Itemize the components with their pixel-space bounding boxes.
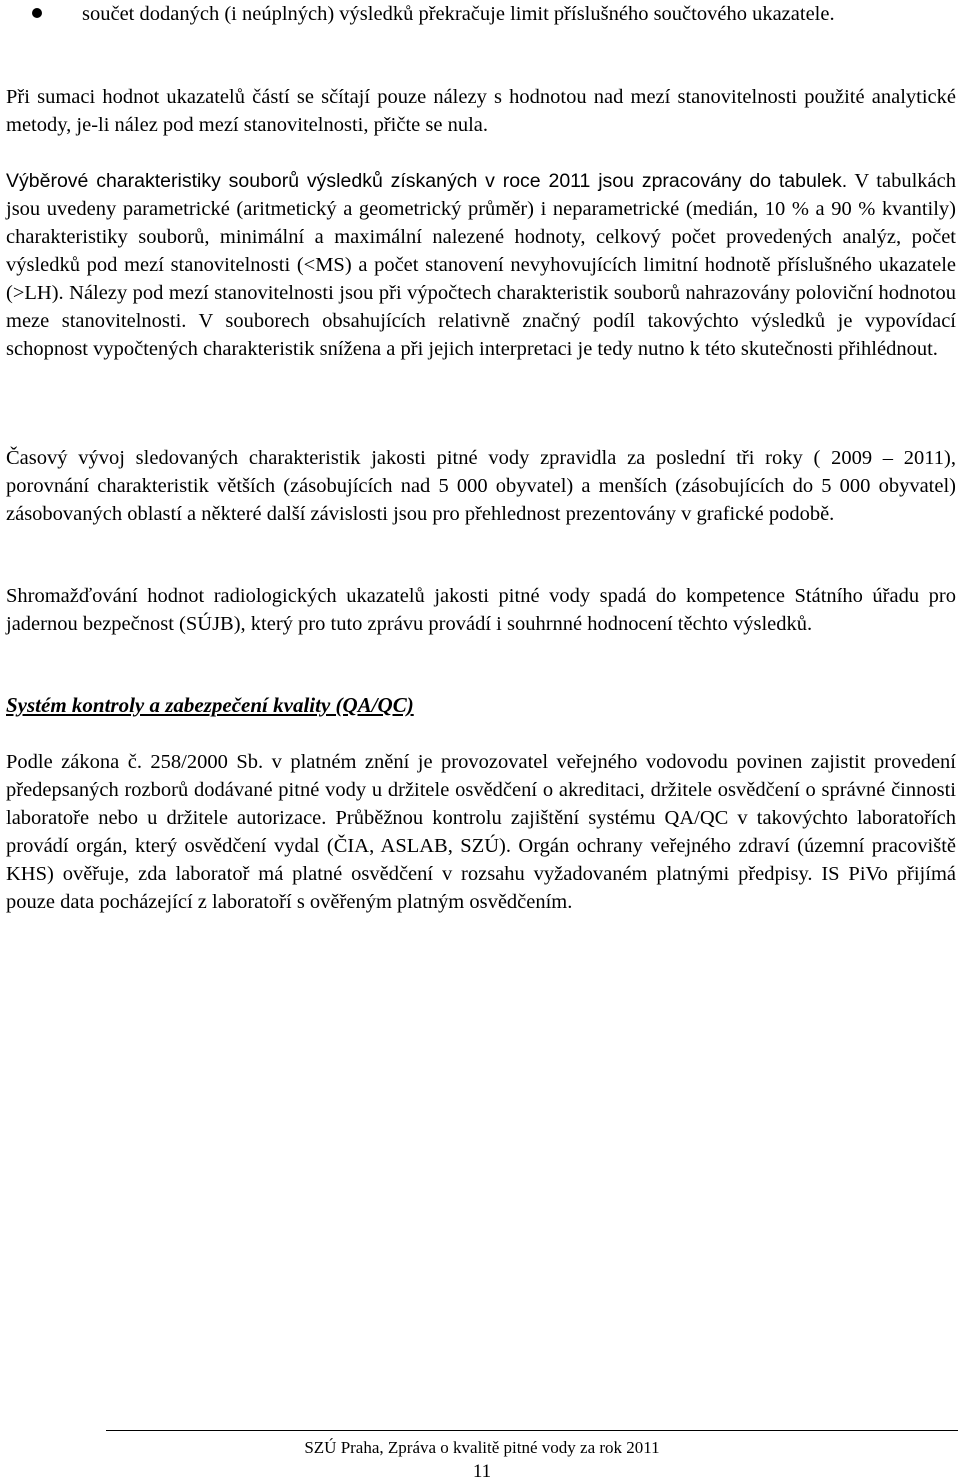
bullet-icon <box>32 8 42 18</box>
page-number: 11 <box>472 1461 492 1482</box>
paragraph-radiology: Shromažďování hodnot radiologických ukazatelů jakosti pitné vody spadá do kompetence Státního úřadu pro jadernou bezpečnost (SÚJB), který pro tuto zprávu provádí i souhrnné hodnocení těchto výsledků. <box>6 585 956 635</box>
paragraph-characteristics-intro: Výběrové charakteristiky souborů výsledků získaných v roce 2011 jsou zpracovány do tabulek. <box>6 170 848 192</box>
paragraph-characteristics <box>6 167 956 363</box>
document-page <box>6 0 958 1484</box>
paragraph-summation: Při sumaci hodnot ukazatelů částí se sčítají pouze nálezy s hodnotou nad mezí stanovitelnosti použité analytické metody, je-li nález pod mezí stanovitelnosti, přičte se nula. <box>6 86 956 136</box>
paragraph-time-trend: Časový vývoj sledovaných charakteristik jakosti pitné vody zpravidla za poslední tři roky ( 2009 – 2011), porovnání charakteristik větších (zásobujících nad 5 000 obyvatel) a menších (zásobujících do 5 000 obyvatel) zásobovaných oblastí a některé další závislosti jsou pro přehlednost prezentovány v grafické podobě. <box>6 447 956 525</box>
paragraph-characteristics-limits: Nálezy pod mezí stanovitelnosti jsou při výpočtech charakteristik souborů nahrazovány poloviční hodnotou meze stanovitelnosti. V souborech obsahujících relativně značný podíl takovýchto výsledků je vypovídací schopnost vypočtených charakteristik snížena a při jejich interpretaci je tedy nutno k této skutečnosti přihlédnout. <box>6 282 956 360</box>
bullet-text: součet dodaných (i neúplných) výsledků překračuje limit příslušného součtového ukazatele. <box>82 3 835 25</box>
section-heading-qaqc: Systém kontroly a zabezpečení kvality (QA/QC) <box>6 693 414 717</box>
paragraph-characteristics-tables: V tabulkách jsou uvedeny parametrické (aritmetický a geometrický průměr) i neparametrické (medián, 10 % a 90 % kvantily) charakteristiky souborů, minimální a maximální nalezené hodnoty, celkový počet provedených analýz, počet výsledků pod mezí stanovitelnosti (<MS) a počet stanovení nevyhovujících limitní hodnotě příslušného ukazatele (>LH). <box>6 170 956 304</box>
footer-divider <box>106 1430 958 1431</box>
bullet-list-item <box>6 0 958 28</box>
footer-title: SZÚ Praha, Zpráva o kvalitě pitné vody za rok 2011 <box>304 1438 660 1457</box>
paragraph-qaqc: Podle zákona č. 258/2000 Sb. v platném znění je provozovatel veřejného vodovodu povinen zajistit provedení předepsaných rozborů dodávané pitné vody u držitele osvědčení o akreditaci, držitele osvědčení o správné činnosti laboratoře nebo u držitele autorizace. Průběžnou kontrolu zajištění systému QA/QC v takovýchto laboratořích provádí orgán, který osvědčení vydal (ČIA, ASLAB, SZÚ). Orgán ochrany veřejného zdraví (územní pracoviště KHS) ověřuje, zda laboratoř má platné osvědčení v rozsahu vyžadovaném platnými předpisy. IS PiVo přijímá pouze data pocházející z laboratoří s ověřeným platným osvědčením. <box>6 751 956 913</box>
